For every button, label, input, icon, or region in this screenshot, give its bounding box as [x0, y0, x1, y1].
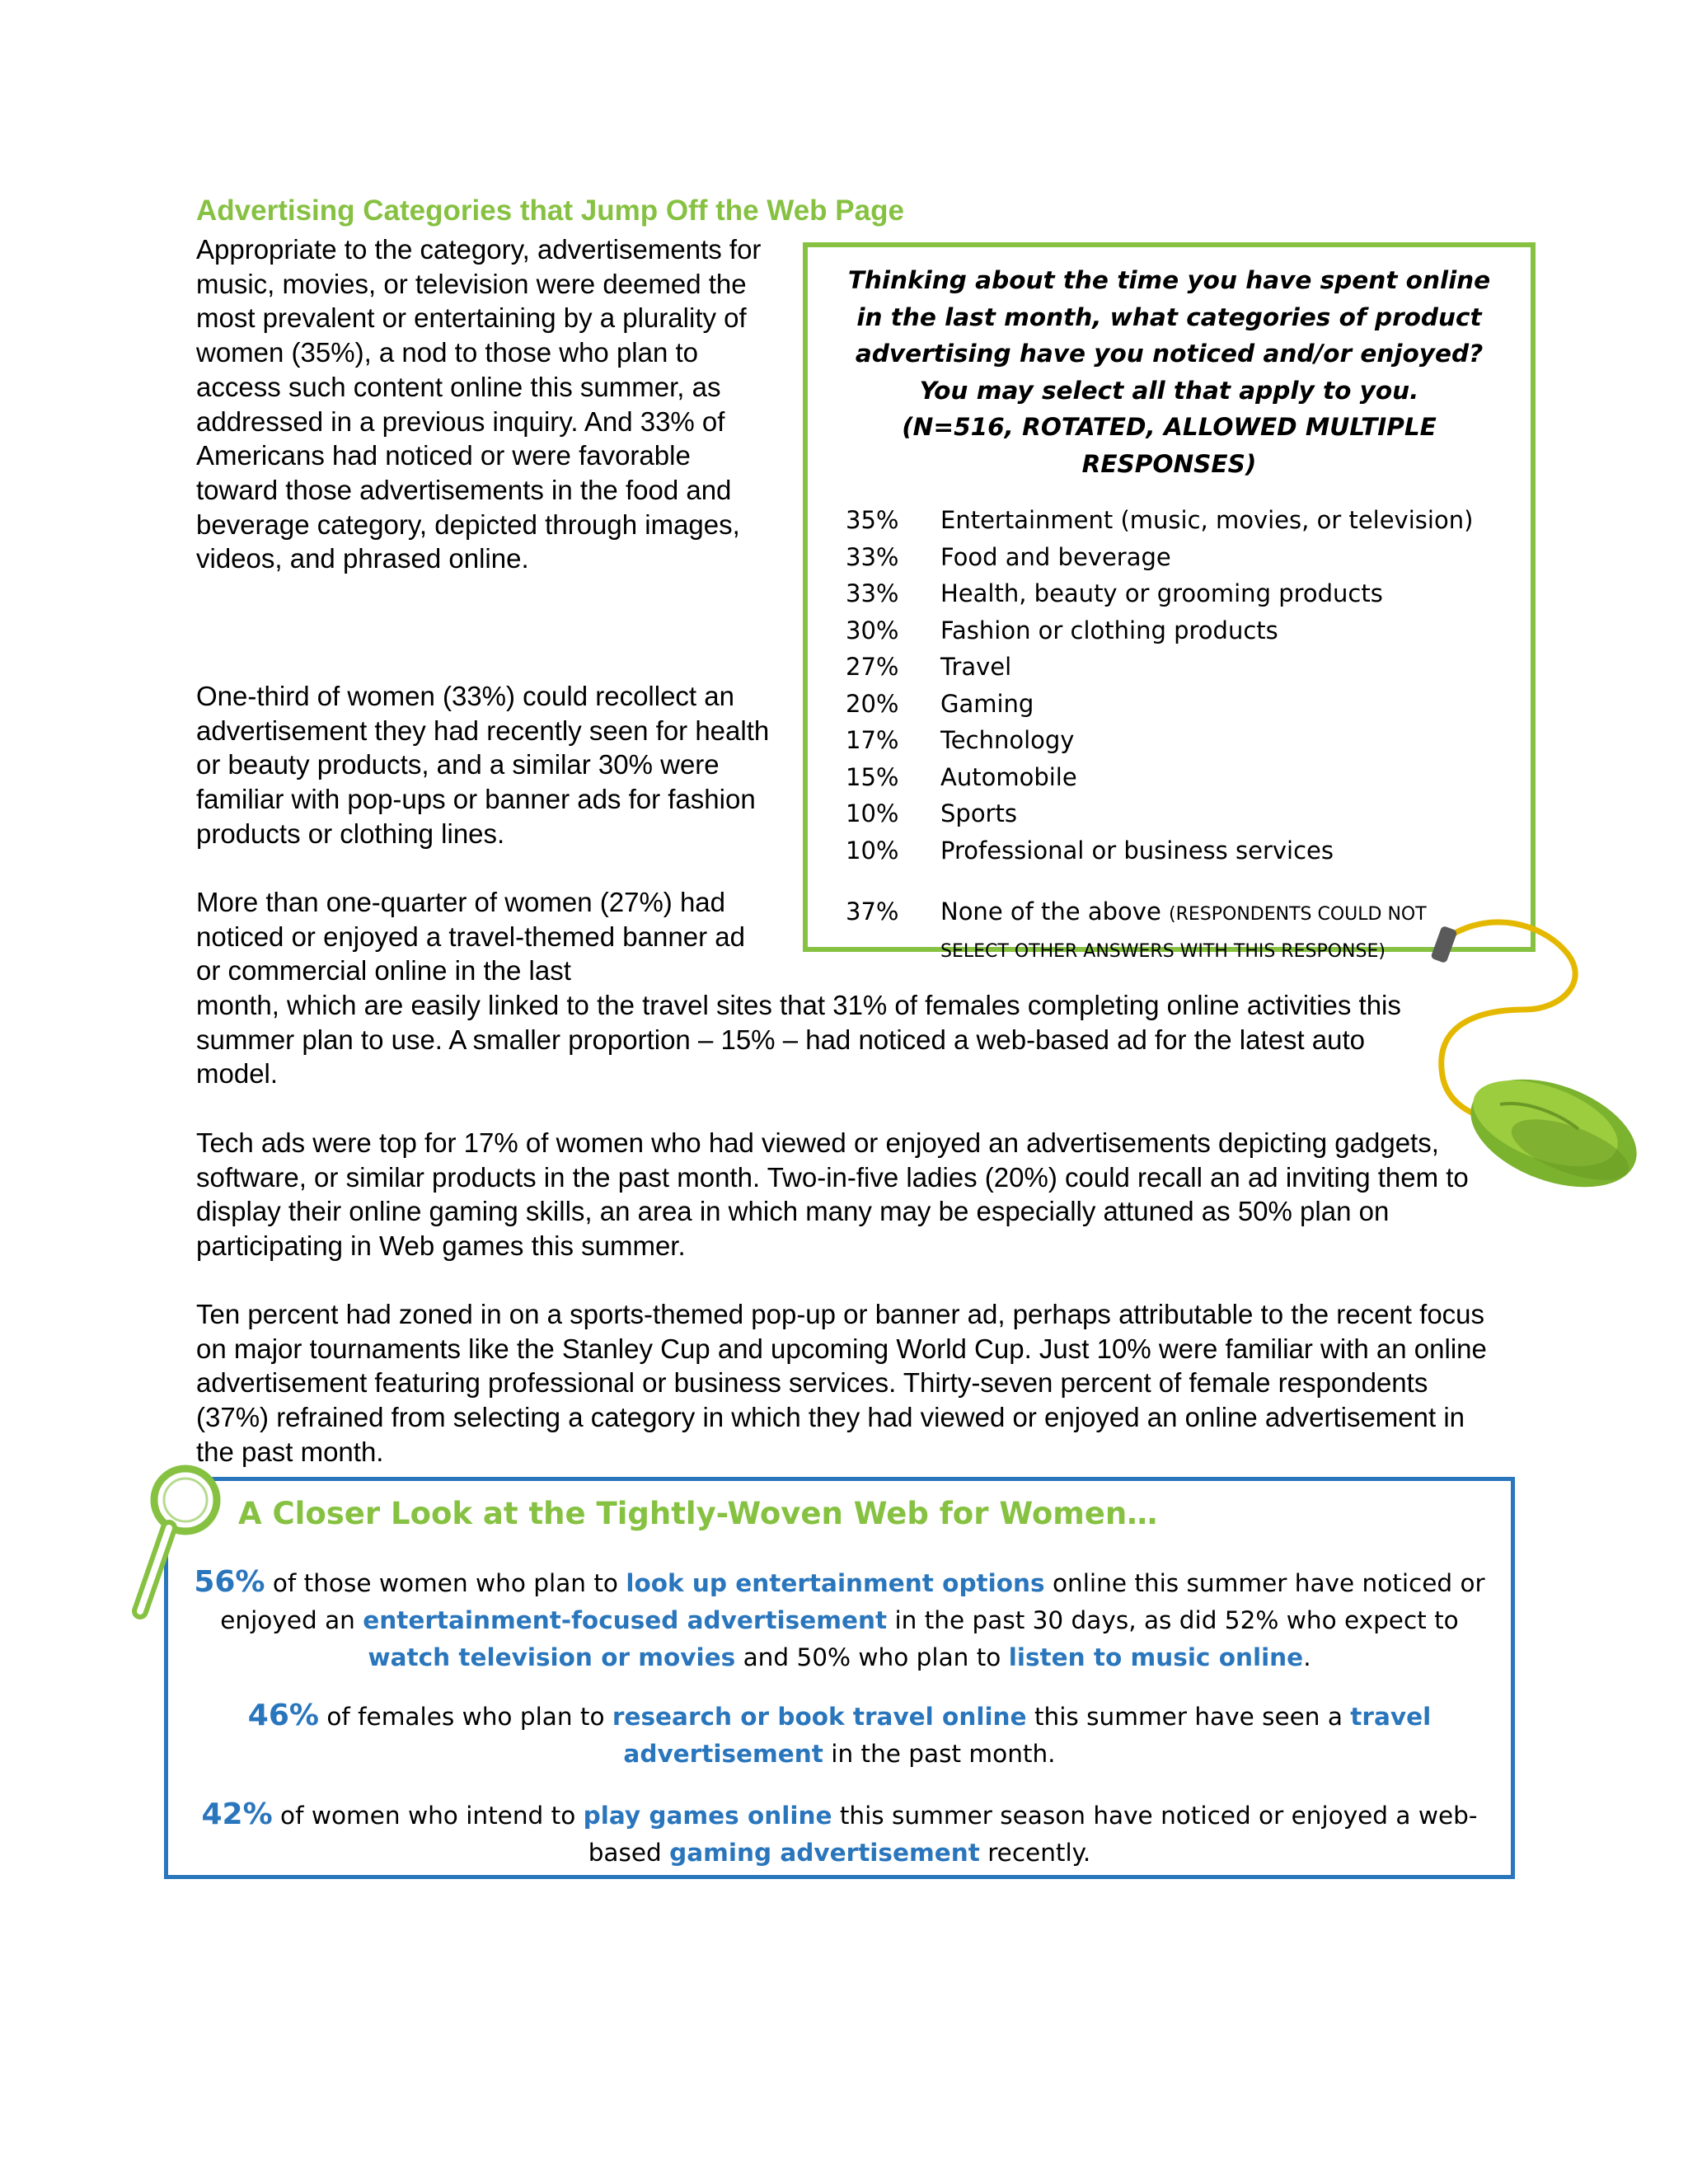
survey-row-label: Entertainment (music, movies, or television) — [940, 506, 1474, 534]
closer-stat-entertainment — [185, 1563, 1494, 1676]
stat-highlight: watch television or movies — [368, 1643, 736, 1671]
survey-meta: (N=516, ROTATED, ALLOWED MULTIPLE RESPONSES) — [902, 413, 1437, 478]
survey-row-label: Travel — [940, 653, 1012, 681]
survey-row-label: Automobile — [940, 762, 1077, 791]
stat-highlight: entertainment-focused advertisement — [363, 1606, 888, 1634]
body-paragraph-entertainment: Appropriate to the category, advertisements for music, movies, or television were deemed the most prevalent or entertaining by a plurality of women (35%), a nod to those who plan to access such content online this summer, as addressed in a previous inquiry. And 33% of Americans had noticed or were favorable toward those advertisements in the food and beverage category, depicted through images, videos, and phrased online. — [196, 234, 762, 574]
stat-text: and 50% who plan to — [735, 1643, 1009, 1671]
stat-highlight: look up entertainment options — [626, 1569, 1045, 1597]
survey-row-pct: 30% — [846, 616, 899, 644]
survey-question — [846, 262, 1493, 482]
survey-row-pct: 20% — [846, 689, 899, 718]
stat-percent: 46% — [247, 1699, 319, 1732]
survey-row-pct: 27% — [846, 653, 899, 681]
survey-row — [846, 612, 1493, 649]
stat-highlight: gaming advertisement — [669, 1839, 980, 1867]
survey-row-pct: 37% — [846, 898, 899, 926]
survey-row-pct: 10% — [846, 799, 899, 827]
survey-none-note: (RESPONDENTS COULD NOT SELECT OTHER ANSWERS WITH THIS RESPONSE) — [940, 904, 1427, 962]
stat-percent: 42% — [201, 1797, 273, 1831]
stat-text: this summer have seen a — [1026, 1703, 1351, 1731]
closer-stat-travel — [185, 1697, 1494, 1773]
closer-look-box — [164, 1477, 1515, 1879]
survey-results-box — [803, 242, 1536, 962]
survey-row-pct: 10% — [846, 836, 899, 865]
stat-text: . — [1303, 1643, 1311, 1671]
stat-percent: 56% — [194, 1565, 265, 1599]
survey-row-label: Health, beauty or grooming products — [940, 579, 1383, 607]
stat-text: in the past 30 days, as did 52% who expect to — [887, 1606, 1459, 1634]
survey-row — [846, 795, 1493, 832]
survey-row — [846, 539, 1493, 576]
body-paragraph-travel: More than one-quarter of women (27%) had noticed or enjoyed a travel-themed banner ad or commercial online in the last — [196, 887, 745, 987]
closer-look-title: A Closer Look at the Tightly-Woven Web for Women… — [238, 1496, 1158, 1531]
survey-row — [846, 649, 1493, 686]
survey-row-label: Fashion or clothing products — [940, 616, 1278, 644]
survey-row-label: Food and beverage — [940, 542, 1171, 571]
body-paragraph-travel-continued: month, which are easily linked to the travel sites that 31% of females completing online activities this summer plan to use. A smaller proportion – 15% – had noticed a web-based ad for the latest auto model. — [196, 990, 1401, 1090]
computer-mouse-icon — [1401, 902, 1640, 1199]
stat-text: of females who plan to — [318, 1703, 612, 1731]
stat-text: of women who intend to — [272, 1802, 584, 1830]
survey-row — [846, 575, 1493, 612]
survey-row — [846, 832, 1493, 869]
stat-highlight: travel advertisement — [623, 1703, 1432, 1768]
section-title: Advertising Categories that Jump Off the Web Page — [196, 194, 904, 227]
body-paragraph-sports-services: Ten percent had zoned in on a sports-themed pop-up or banner ad, perhaps attributable to the recent focus on major tournaments like the Stanley Cup and upcoming World Cup. Just 10% were familiar with an online advertisement featuring professional or business services. Thirty-seven percent of female respondents (37%) refrained from selecting a category in which they had viewed or enjoyed an online advertisement in the past month. — [196, 1299, 1487, 1467]
survey-row — [846, 759, 1493, 796]
survey-row-label: Sports — [940, 799, 1017, 827]
survey-row-label: Technology — [940, 726, 1075, 754]
survey-rows — [846, 502, 1493, 869]
survey-question-text: Thinking about the time you have spent online in the last month, what categories of product advertising have you noticed and/or enjoyed? You may select all that apply to you. — [847, 266, 1491, 405]
stat-text: in the past month. — [823, 1740, 1056, 1768]
survey-none-label: None of the above — [940, 898, 1161, 926]
stat-text: recently. — [979, 1839, 1091, 1867]
magnifying-glass-icon — [124, 1459, 239, 1632]
survey-row — [846, 686, 1493, 723]
survey-row — [846, 502, 1493, 539]
body-paragraph-tech-gaming: Tech ads were top for 17% of women who had viewed or enjoyed an advertisements depicting gadgets, software, or similar products in the past month. Two-in-five ladies (20%) could recall an ad inviting them to display their online gaming skills, an area in which many may be especially attuned as 50% plan on participating in Web games this summer. — [196, 1127, 1469, 1262]
stat-text: this summer season have noticed or enjoyed a web-based — [588, 1802, 1478, 1867]
body-paragraph-health-beauty: One-third of women (33%) could recollect an advertisement they had recently seen for health or beauty products, and a similar 30% were familiar with pop-ups or banner ads for fashion products or clothing lines. — [196, 681, 770, 849]
stat-highlight: research or book travel online — [612, 1703, 1027, 1731]
survey-row-pct: 17% — [846, 726, 899, 754]
survey-row-label: Professional or business services — [940, 836, 1334, 865]
closer-stat-gaming — [185, 1796, 1494, 1872]
survey-row-pct: 15% — [846, 762, 899, 791]
survey-row-none — [846, 893, 1493, 967]
survey-row-pct: 33% — [846, 542, 899, 571]
survey-row-label: Gaming — [940, 689, 1034, 718]
survey-row — [846, 722, 1493, 759]
stat-highlight: play games online — [583, 1802, 832, 1830]
stat-highlight: listen to music online — [1008, 1643, 1304, 1671]
survey-row-pct: 35% — [846, 506, 899, 534]
stat-text: of those women who plan to — [265, 1569, 626, 1597]
survey-row-pct: 33% — [846, 579, 899, 607]
stat-text: online this summer have noticed or enjoyed an — [220, 1569, 1485, 1634]
